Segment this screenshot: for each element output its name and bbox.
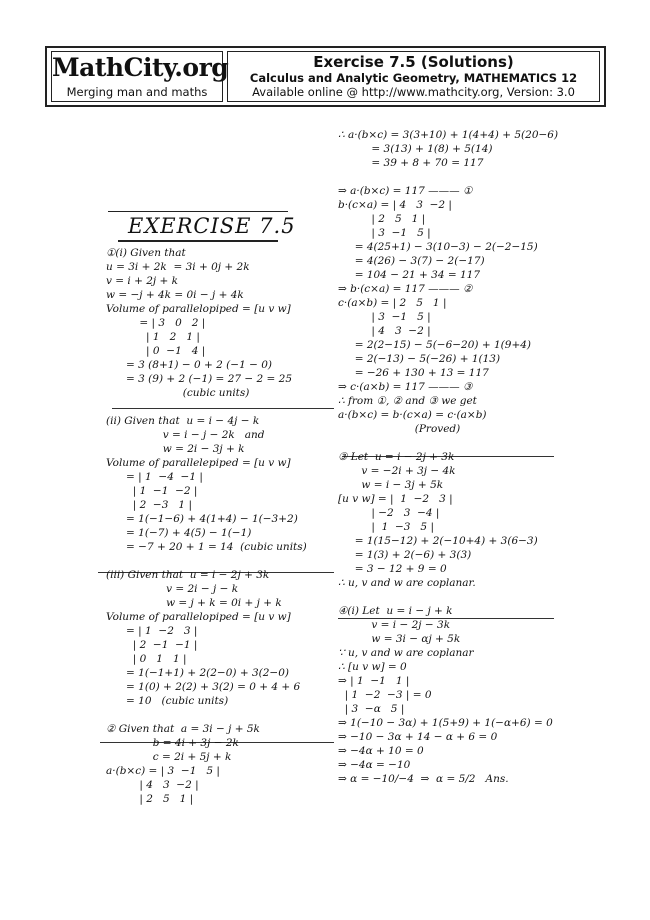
solution-line: w = 3i − αj + 5k <box>338 633 461 645</box>
solution-line: v = 2i − j − k <box>106 583 239 595</box>
solution-line: = 39 + 8 + 70 = 117 <box>338 157 484 169</box>
solution-line: | 1 2 1 | <box>106 331 200 343</box>
solution-line: = 3 (8+1) − 0 + 2 (−1 − 0) <box>106 359 273 371</box>
solution-line: Volume of parallelopiped = [u v w] <box>106 611 291 623</box>
solution-line: c·(a×b) = | 2 5 1 | <box>338 297 447 309</box>
solution-line: ⇒ c·(a×b) = 117 ——— ③ <box>338 381 473 393</box>
solution-line <box>106 400 307 414</box>
page-subtitle: Calculus and Analytic Geometry, MATHEMATICS 12 <box>249 71 578 85</box>
left-solution-column <box>106 246 307 806</box>
solution-line: v = i + 2j + k <box>106 275 179 287</box>
solution-line: w = −j + 4k = 0i − j + 4k <box>106 289 244 301</box>
solution-line: ⇒ α = −10/−4 ⇒ α = 5/2 Ans. <box>338 773 509 785</box>
solution-line: ∴ a·(b×c) = 3(3+10) + 1(4+4) + 5(20−6) <box>338 129 559 141</box>
solution-line: (cubic units) <box>106 387 250 399</box>
solution-line: | 4 3 −2 | <box>338 325 431 337</box>
solution-line <box>106 708 307 722</box>
solution-line: ⇒ b·(c×a) = 117 ——— ② <box>338 283 473 295</box>
solution-line: | 3 −1 5 | <box>338 227 431 239</box>
solution-line <box>106 554 307 568</box>
solution-line: v = −2i + 3j − 4k <box>338 465 456 477</box>
solution-line <box>338 590 558 604</box>
solution-line <box>338 436 558 450</box>
solution-line: ⇒ 1(−10 − 3α) + 1(5+9) + 1(−α+6) = 0 <box>338 717 553 729</box>
site-logo: MathCity.org <box>52 53 229 82</box>
solution-line: = 3 − 12 + 9 = 0 <box>338 563 447 575</box>
title-box <box>227 51 600 102</box>
solution-line <box>338 170 558 184</box>
tagline: Merging man and maths <box>66 85 208 99</box>
solution-line: ⇒ −4α + 10 = 0 <box>338 745 424 757</box>
solution-line: a·(b×c) = b·(c×a) = c·(a×b) <box>338 409 487 421</box>
solution-line: | −2 3 −4 | <box>338 507 440 519</box>
solution-line: | 0 −1 4 | <box>106 345 206 357</box>
solution-line: w = 2i − 3j + k <box>106 443 245 455</box>
solution-line: = 1(3) + 2(−6) + 3(3) <box>338 549 472 561</box>
solution-line: = 3 (9) + 2 (−1) = 27 − 2 = 25 <box>106 373 293 385</box>
solution-line: = 2(2−15) − 5(−6−20) + 1(9+4) <box>338 339 532 351</box>
heading-underline <box>118 240 278 242</box>
exercise-heading: EXERCISE 7.5 <box>128 214 296 238</box>
solution-line: = −7 + 20 + 1 = 14 (cubic units) <box>106 541 307 553</box>
solution-line: = 1(−7) + 4(5) − 1(−1) <box>106 527 252 539</box>
solution-line: ⇒ | 1 −1 1 | <box>338 675 410 687</box>
solution-line: c = 2i + 5j + k <box>106 751 232 763</box>
logo-box <box>51 51 229 102</box>
solution-line: ② Given that a = 3i − j + 5k <box>106 723 260 735</box>
right-solution-column <box>338 128 558 786</box>
solution-line: v = i − j − 2k and <box>106 429 265 441</box>
solution-line: (Proved) <box>338 423 461 435</box>
solution-line: Volume of parallelopiped = [u v w] <box>106 303 291 315</box>
solution-line: = 4(25+1) − 3(10−3) − 2(−2−15) <box>338 241 538 253</box>
solution-line: = | 1 −2 3 | <box>106 625 198 637</box>
solution-line: = 104 − 21 + 34 = 117 <box>338 269 481 281</box>
solution-line: ⇒ −4α = −10 <box>338 759 411 771</box>
solution-line: = 1(0) + 2(2) + 3(2) = 0 + 4 + 6 <box>106 681 301 693</box>
solution-line: = | 1 −4 −1 | <box>106 471 203 483</box>
page-title: Exercise 7.5 (Solutions) <box>313 53 514 71</box>
solution-line: | 2 5 1 | <box>338 213 426 225</box>
solution-line: ①(i) Given that <box>106 247 186 259</box>
solution-line: | 3 −α 5 | <box>338 703 405 715</box>
solution-line: | 1 −3 5 | <box>338 521 434 533</box>
solution-line: = 1(15−12) + 2(−10+4) + 3(6−3) <box>338 535 538 547</box>
solution-line: = 1(−1+1) + 2(2−0) + 3(2−0) <box>106 667 290 679</box>
header-box <box>45 46 606 107</box>
solution-line: w = i − 3j + 5k <box>338 479 444 491</box>
solution-line: | 2 −3 1 | <box>106 499 192 511</box>
solution-line: ③ Let u = i − 2j + 3k <box>338 451 455 463</box>
solution-line: (ii) Given that u = i − 4j − k <box>106 415 260 427</box>
solution-line: | 2 5 1 | <box>106 793 194 805</box>
solution-line: = 10 (cubic units) <box>106 695 229 707</box>
solution-line: = 3(13) + 1(8) + 5(14) <box>338 143 493 155</box>
solution-line: u = 3i + 2k = 3i + 0j + 2k <box>106 261 250 273</box>
heading-overline <box>108 211 288 212</box>
solution-line: = 2(−13) − 5(−26) + 1(13) <box>338 353 501 365</box>
solution-line: ④(i) Let u = i − j + k <box>338 605 453 617</box>
solution-line: ⇒ −10 − 3α + 14 − α + 6 = 0 <box>338 731 498 743</box>
solution-line: w = j + k = 0i + j + k <box>106 597 282 609</box>
solution-line: a·(b×c) = | 3 −1 5 | <box>106 765 220 777</box>
solution-line: (iii) Given that u = i − 2j + 3k <box>106 569 270 581</box>
solution-line: b·(c×a) = | 4 3 −2 | <box>338 199 452 211</box>
solution-line: ∴ [u v w] = 0 <box>338 661 407 673</box>
solution-line: | 3 −1 5 | <box>338 311 431 323</box>
solution-line: Volume of parallelepiped = [u v w] <box>106 457 291 469</box>
availability-note: Available online @ http://www.mathcity.org, Version: 3.0 <box>252 85 575 99</box>
solution-line: = −26 + 130 + 13 = 117 <box>338 367 489 379</box>
solution-line: | 2 −1 −1 | <box>106 639 198 651</box>
solution-line: | 0 1 1 | <box>106 653 187 665</box>
solution-line: v = i − 2j − 3k <box>338 619 451 631</box>
solution-line: b = 4i + 3j − 2k <box>106 737 239 749</box>
solution-line: ∵ u, v and w are coplanar <box>338 647 474 659</box>
solution-line: = 1(−1−6) + 4(1+4) − 1(−3+2) <box>106 513 298 525</box>
solution-line: ∴ from ①, ② and ③ we get <box>338 395 477 407</box>
solution-line: | 4 3 −2 | <box>106 779 199 791</box>
solution-line: = | 3 0 2 | <box>106 317 206 329</box>
solution-line: = 4(26) − 3(7) − 2(−17) <box>338 255 485 267</box>
solution-line: ⇒ a·(b×c) = 117 ——— ① <box>338 185 473 197</box>
solution-line: | 1 −2 −3 | = 0 <box>338 689 432 701</box>
solution-line: [u v w] = | 1 −2 3 | <box>338 493 453 505</box>
solution-line: ∴ u, v and w are coplanar. <box>338 577 476 589</box>
solution-line: | 1 −1 −2 | <box>106 485 198 497</box>
